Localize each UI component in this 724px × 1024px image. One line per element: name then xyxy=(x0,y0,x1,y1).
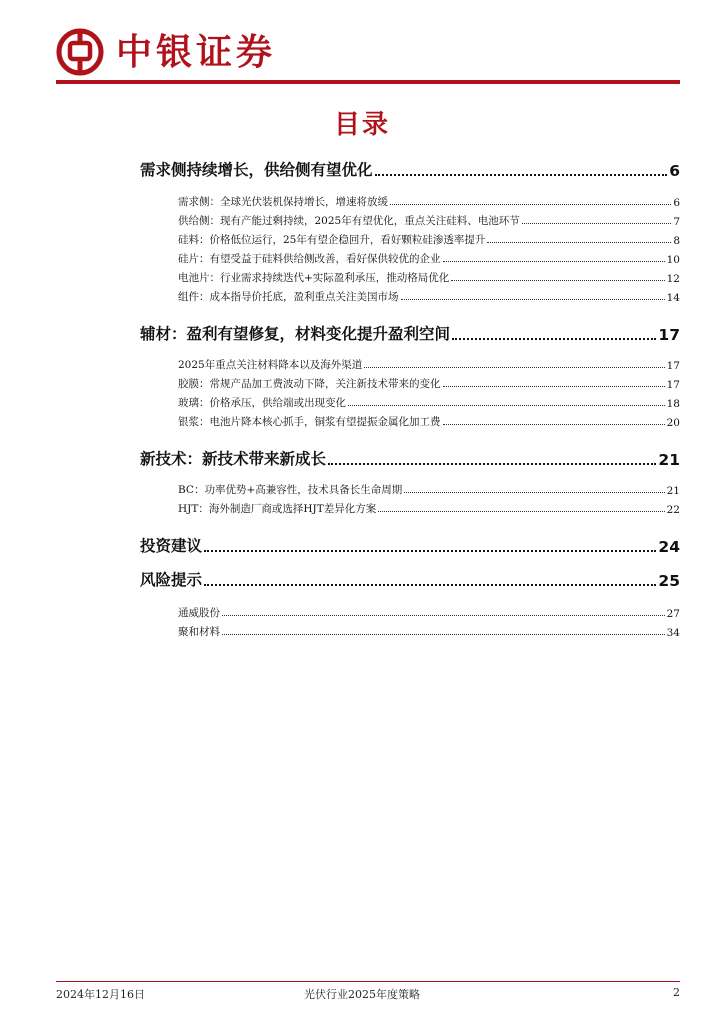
toc-section-page: 17 xyxy=(658,326,680,344)
toc-item[interactable] xyxy=(178,194,680,209)
toc-leader-dots xyxy=(204,584,656,586)
toc-item-title: 胶膜：常规产品加工费波动下降，关注新技术带来的变化 xyxy=(178,378,441,390)
toc-item-title: 供给侧：现有产能过剩持续，2025年有望优化，重点关注硅料、电池环节 xyxy=(178,215,520,227)
toc-section-3[interactable] xyxy=(140,447,680,469)
toc-item-page: 14 xyxy=(666,292,680,304)
page-header xyxy=(56,28,676,76)
toc-item-page: 12 xyxy=(666,273,680,285)
toc-leader-dots xyxy=(348,405,665,406)
toc-leader-dots xyxy=(443,261,665,262)
toc-item-title: 银浆：电池片降本核心抓手，铜浆有望提振金属化加工费 xyxy=(178,416,441,428)
footer-divider xyxy=(56,981,680,982)
toc-item-page: 18 xyxy=(666,398,680,410)
toc-leader-dots xyxy=(364,367,664,368)
toc-section-1[interactable] xyxy=(140,158,680,180)
toc-leader-dots xyxy=(204,550,656,552)
toc-title: 目录 xyxy=(333,110,390,140)
toc-item[interactable] xyxy=(178,376,680,391)
toc-leader-dots xyxy=(452,338,656,340)
toc-item[interactable] xyxy=(178,213,680,228)
toc-item-page: 34 xyxy=(666,627,680,639)
toc-section-title: 需求侧持续增长，供给侧有望优化 xyxy=(140,161,373,179)
toc-section-2[interactable] xyxy=(140,322,680,344)
toc-leader-dots xyxy=(378,511,664,512)
toc-item[interactable] xyxy=(178,501,680,516)
toc-section-title: 辅材：盈利有望修复，材料变化提升盈利空间 xyxy=(140,325,451,343)
toc-item-title: 2025年重点关注材料降本以及海外渠道 xyxy=(178,359,363,371)
brand-name: 中银证券 xyxy=(116,31,277,73)
toc-leader-dots xyxy=(222,615,665,616)
toc-item-title: 聚和材料 xyxy=(178,626,220,638)
toc-section-title: 风险提示 xyxy=(140,571,203,589)
toc-leader-dots xyxy=(404,492,664,493)
toc-item-title: 通威股份 xyxy=(178,607,220,619)
toc-item[interactable] xyxy=(178,624,680,639)
toc-leader-dots xyxy=(522,223,672,224)
toc-item-title: 电池片：行业需求持续迭代+实际盈利承压，推动格局优化 xyxy=(178,272,450,284)
header-divider xyxy=(56,80,680,84)
toc-item[interactable] xyxy=(178,414,680,429)
toc-leader-dots xyxy=(390,204,671,205)
toc-section-title: 投资建议 xyxy=(140,537,203,555)
toc-leader-dots xyxy=(443,424,665,425)
toc-item-page: 17 xyxy=(666,360,680,372)
report-title-text: 光伏行业2025年度策略 xyxy=(304,988,420,1001)
toc-item[interactable] xyxy=(178,251,680,266)
toc-item[interactable] xyxy=(178,605,680,620)
footer-date: 2024年12月16日 xyxy=(56,988,145,1001)
toc-item-title: 需求侧：全球光伏装机保持增长，增速将放缓 xyxy=(178,196,388,208)
toc-item-page: 8 xyxy=(673,235,680,247)
toc-item-page: 20 xyxy=(666,417,680,429)
footer-report-title xyxy=(0,986,724,1002)
toc-item-title: HJT：海外制造厂商或选择HJT差异化方案 xyxy=(178,503,377,515)
toc-item-page: 7 xyxy=(673,216,680,228)
toc-item[interactable] xyxy=(178,232,680,247)
toc-section-4[interactable] xyxy=(140,534,680,556)
toc-leader-dots xyxy=(375,174,668,176)
toc-section-page: 25 xyxy=(658,572,680,590)
toc-leader-dots xyxy=(328,463,656,465)
toc-item-title: BC：功率优势+高兼容性，技术具备长生命周期 xyxy=(178,484,403,496)
toc-item-title: 组件：成本指导价托底，盈利重点关注美国市场 xyxy=(178,291,399,303)
toc-leader-dots xyxy=(401,299,665,300)
toc-item[interactable] xyxy=(178,270,680,285)
toc-item-page: 10 xyxy=(666,254,680,266)
toc-item-page: 6 xyxy=(673,197,680,209)
toc-item[interactable] xyxy=(178,482,680,497)
toc-leader-dots xyxy=(451,280,664,281)
toc-item-page: 22 xyxy=(666,504,680,516)
toc-section-page: 24 xyxy=(658,538,680,556)
toc-item[interactable] xyxy=(178,289,680,304)
toc-item-page: 17 xyxy=(666,379,680,391)
toc-section-title: 新技术：新技术带来新成长 xyxy=(140,450,327,468)
toc-leader-dots xyxy=(222,634,665,635)
toc-section-page: 21 xyxy=(658,451,680,469)
toc-item-page: 27 xyxy=(666,608,680,620)
toc-leader-dots xyxy=(443,386,665,387)
toc-item[interactable] xyxy=(178,395,680,410)
toc-item-title: 硅片：有望受益于硅料供给侧改善，看好保供较优的企业 xyxy=(178,253,441,265)
toc-item[interactable] xyxy=(178,357,680,372)
footer-page-number: 2 xyxy=(673,986,680,999)
toc-item-title: 玻璃：价格承压，供给端或出现变化 xyxy=(178,397,346,409)
toc-item-title: 硅料：价格低位运行，25年有望企稳回升，看好颗粒硅渗透率提升 xyxy=(178,234,486,246)
bank-of-china-logo-icon xyxy=(56,28,104,76)
toc-section-5[interactable] xyxy=(140,568,680,590)
toc-section-page: 6 xyxy=(669,162,680,180)
toc-leader-dots xyxy=(487,242,671,243)
toc-item-page: 21 xyxy=(666,485,680,497)
